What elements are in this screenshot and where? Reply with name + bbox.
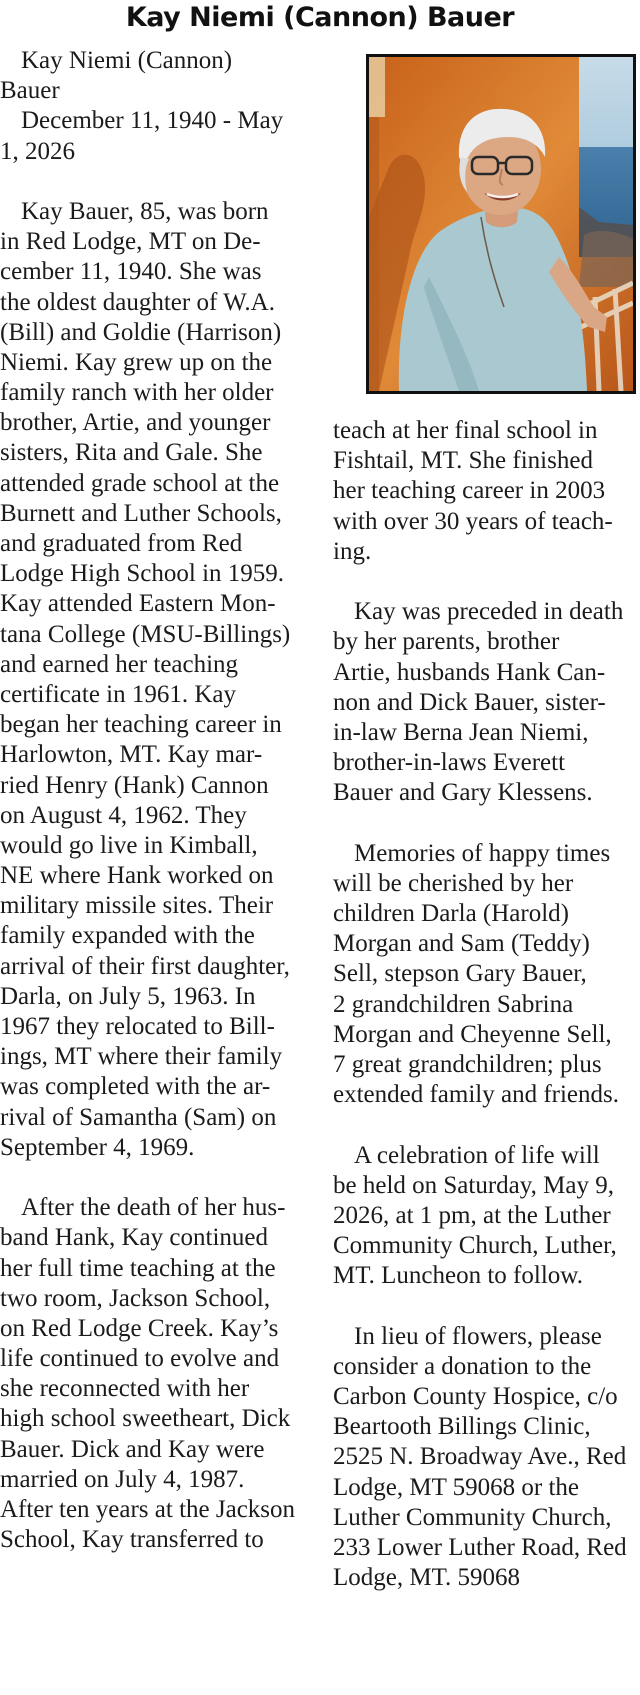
text-line: After ten years at the Jackson [0,1496,296,1523]
text-line: Kay was preceded in death [354,598,624,626]
text-line: brother-in-laws Everett [333,749,566,777]
text-line: sisters, Rita and Gale. She [0,439,263,467]
text-line: 1, 2026 [0,137,75,165]
text-line: School, Kay transferred to [0,1526,264,1554]
text-line: Kay attended Eastern Mon- [0,590,276,618]
text-line: September 4, 1969. [0,1133,195,1161]
text-line: Lodge High School in 1959. [0,560,285,588]
text-line: Kay Bauer, 85, was born [21,197,269,225]
text-line: her full time teaching at the [0,1254,276,1282]
text-line: Morgan and Cheyenne Sell, [333,1020,612,1048]
text-line: brother, Artie, and younger [0,409,271,437]
text-line: married on July 4, 1987. [0,1465,245,1493]
obituary-title: Kay Niemi (Cannon) Bauer [125,2,515,33]
text-line: teach at her final school in [333,417,598,444]
text-line: be held on Saturday, May 9, [333,1171,614,1199]
text-line: Kay Niemi (Cannon) [21,47,233,74]
right-text-column [333,416,640,1593]
paragraph-gap [333,1291,640,1321]
text-line: consider a donation to the [333,1352,592,1380]
text-line: will be cherished by her [333,869,574,897]
text-line: A celebration of life will [354,1141,600,1169]
text-line: Artie, husbands Hank Can- [333,658,606,686]
paragraph-gap [0,167,300,197]
text-line: Lodge, MT 59068 or the [333,1473,580,1501]
text-line: Memories of happy times [354,839,611,867]
text-line: NE where Hank worked on [0,862,274,890]
text-line: 2525 N. Broadway Ave., Red [333,1443,627,1471]
text-line: family ranch with her older [0,379,274,407]
text-line: with over 30 years of teach- [333,507,613,535]
text-line: 1967 they relocated to Bill- [0,1013,275,1040]
text-line: 2 grandchildren Sabrina [333,990,574,1018]
text-line: Carbon County Hospice, c/o [333,1383,618,1410]
text-line: would go live in Kimball, [0,831,258,859]
text-line: cember 11, 1940. She was [0,258,262,286]
text-line: and graduated from Red [0,530,243,557]
text-line: 2026, at 1 pm, at the Luther [333,1201,611,1229]
text-line: 233 Lower Luther Road, Red [333,1533,627,1561]
text-line: Bauer. Dick and Kay were [0,1435,265,1463]
text-line: Community Church, Luther, [333,1232,617,1260]
text-line: ing. [333,537,372,565]
text-line: arrival of their first daughter, [0,952,290,980]
text-line: After the death of her hus- [21,1194,286,1222]
text-line: life continued to evolve and [0,1345,280,1373]
paragraph-gap [333,808,640,838]
text-line: she reconnected with her [0,1375,250,1403]
text-line: children Darla (Harold) [333,900,569,927]
paragraph-gap [333,567,640,597]
text-line: (Bill) and Goldie (Harrison) [0,318,282,346]
text-line: Morgan and Sam (Teddy) [333,930,590,958]
text-line: tana College (MSU-Billings) [0,620,291,648]
text-line: on August 4, 1962. They [0,801,247,829]
text-line: attended grade school at the [0,469,280,497]
text-line: began her teaching career in [0,711,282,739]
portrait-illustration [369,57,633,391]
left-text-column [0,46,300,1555]
text-line: by her parents, brother [333,628,560,656]
text-line: military missile sites. Their [0,892,274,920]
text-line: Niemi. Kay grew up on the [0,348,273,376]
text-line: was completed with the ar- [0,1073,271,1101]
text-line: ried Henry (Hank) Cannon [0,771,269,799]
text-line: band Hank, Kay continued [0,1224,268,1252]
text-line: MT. Luncheon to follow. [333,1262,583,1290]
text-line: in Red Lodge, MT on De- [0,228,261,256]
text-line: her teaching career in 2003 [333,477,606,505]
text-line: Luther Community Church, [333,1503,612,1531]
text-line: two room, Jackson School, [0,1284,271,1312]
text-line: Burnett and Luther Schools, [0,499,282,527]
text-line: family expanded with the [0,922,255,950]
text-line: Sell, stepson Gary Bauer, [333,960,587,988]
text-line: Darla, on July 5, 1963. In [0,982,256,1010]
text-line: certificate in 1961. Kay [0,680,237,708]
text-line: Bauer and Gary Klessens. [333,779,593,807]
text-line: extended family and friends. [333,1081,620,1109]
text-line: in-law Berna Jean Niemi, [333,718,589,746]
text-line: Bauer [0,77,60,105]
text-line: non and Dick Bauer, sister- [333,688,606,716]
text-line: the oldest daughter of W.A. [0,288,275,316]
text-line: 7 great grandchildren; plus [333,1050,602,1078]
text-line: high school sweetheart, Dick [0,1405,291,1433]
text-line: Beartooth Billings Clinic, [333,1413,591,1441]
portrait-photo [366,54,636,394]
text-line: ings, MT where their family [0,1043,283,1071]
text-line: and earned her teaching [0,650,239,678]
paragraph-gap [0,1163,300,1193]
text-line: December 11, 1940 - May [21,107,284,135]
text-line: In lieu of flowers, please [354,1322,602,1350]
text-line: Harlowton, MT. Kay mar- [0,741,263,769]
text-line: rival of Samantha (Sam) on [0,1103,277,1131]
paragraph-gap [333,1110,640,1140]
text-line: on Red Lodge Creek. Kay’s [0,1314,279,1342]
text-line: Lodge, MT. 59068 [333,1564,521,1592]
text-line: Fishtail, MT. She finished [333,447,593,475]
